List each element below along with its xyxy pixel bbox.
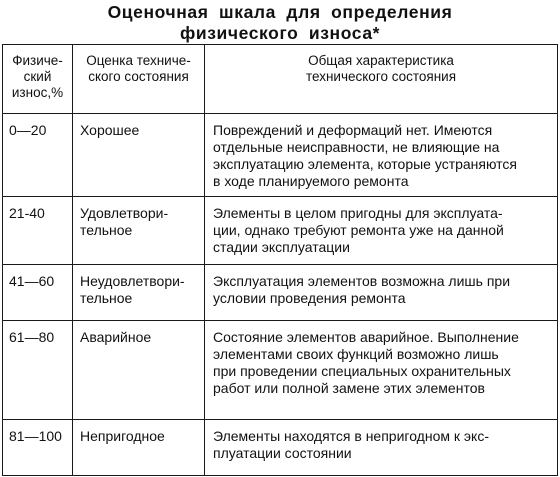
wear-cell: 0—20 bbox=[3, 114, 73, 197]
table-row bbox=[3, 114, 558, 197]
header-line: Оценка техниче- bbox=[86, 53, 191, 68]
header-line: Общая характеристика bbox=[308, 53, 454, 68]
description-line: при проведении специальных охранительных bbox=[213, 363, 511, 379]
description-line: эксплуатацию элемента, которые устраняются bbox=[213, 156, 518, 172]
header-line: ского состояния bbox=[88, 69, 189, 84]
header-line: износ,% bbox=[11, 85, 64, 100]
table-row bbox=[3, 420, 558, 476]
rating-line: Хорошее bbox=[80, 122, 140, 138]
description-cell bbox=[205, 197, 558, 265]
rating-line: Аварийное bbox=[80, 329, 152, 345]
title-line-1: Оценочная шкала для определения bbox=[107, 2, 453, 22]
rating-line: Непригодное bbox=[80, 428, 165, 444]
description-line: Элементы в целом пригодны для эксплуата- bbox=[213, 205, 503, 221]
description-line: условии проведения ремонта bbox=[213, 290, 406, 306]
description-line: плуатации состоянии bbox=[213, 445, 352, 461]
description-cell bbox=[205, 114, 558, 197]
description-line: Состояние элементов аварийное. Выполнение bbox=[213, 329, 519, 345]
title-line-2: физического износа* bbox=[179, 23, 381, 43]
rating-cell bbox=[73, 420, 205, 476]
header-line: Физиче- bbox=[12, 53, 63, 68]
description-cell bbox=[205, 321, 558, 420]
header-condition-rating bbox=[73, 45, 205, 114]
table-row bbox=[3, 265, 558, 321]
rating-line: Неудовлетвори- bbox=[80, 273, 185, 289]
header-condition-description bbox=[205, 45, 558, 114]
description-line: отдельные неисправности, не влияющие на bbox=[213, 139, 500, 155]
wear-scale-table bbox=[2, 44, 558, 476]
wear-cell: 61—80 bbox=[3, 321, 73, 420]
table-title bbox=[0, 2, 560, 44]
description-line: элементами своих функций возможно лишь bbox=[213, 346, 499, 362]
description-line: Повреждений и деформаций нет. Имеются bbox=[213, 122, 493, 138]
header-row bbox=[3, 45, 558, 114]
rating-cell bbox=[73, 321, 205, 420]
rating-cell bbox=[73, 114, 205, 197]
description-line: Элементы находятся в непригодном к экс- bbox=[213, 428, 489, 444]
description-line: работ или полной замене этих элементов bbox=[213, 380, 485, 396]
description-cell bbox=[205, 265, 558, 321]
description-line: Эксплуатация элементов возможна лишь при bbox=[213, 273, 511, 289]
header-wear-percent bbox=[3, 45, 73, 114]
wear-cell: 21-40 bbox=[3, 197, 73, 265]
header-line: технического состояния bbox=[305, 69, 457, 84]
rating-cell bbox=[73, 197, 205, 265]
rating-cell bbox=[73, 265, 205, 321]
description-line: ции, однако требуют ремонта уже на данной bbox=[213, 222, 504, 238]
wear-cell: 81—100 bbox=[3, 420, 73, 476]
description-line: в ходе планируемого ремонта bbox=[213, 173, 409, 189]
rating-line: тельное bbox=[80, 222, 133, 238]
rating-line: Удовлетвори- bbox=[80, 205, 169, 221]
description-line: стадии эксплуатации bbox=[213, 239, 350, 255]
header-line: ский bbox=[23, 69, 52, 84]
description-cell bbox=[205, 420, 558, 476]
rating-line: тельное bbox=[80, 290, 133, 306]
table-row bbox=[3, 197, 558, 265]
table-row bbox=[3, 321, 558, 420]
wear-cell: 41—60 bbox=[3, 265, 73, 321]
